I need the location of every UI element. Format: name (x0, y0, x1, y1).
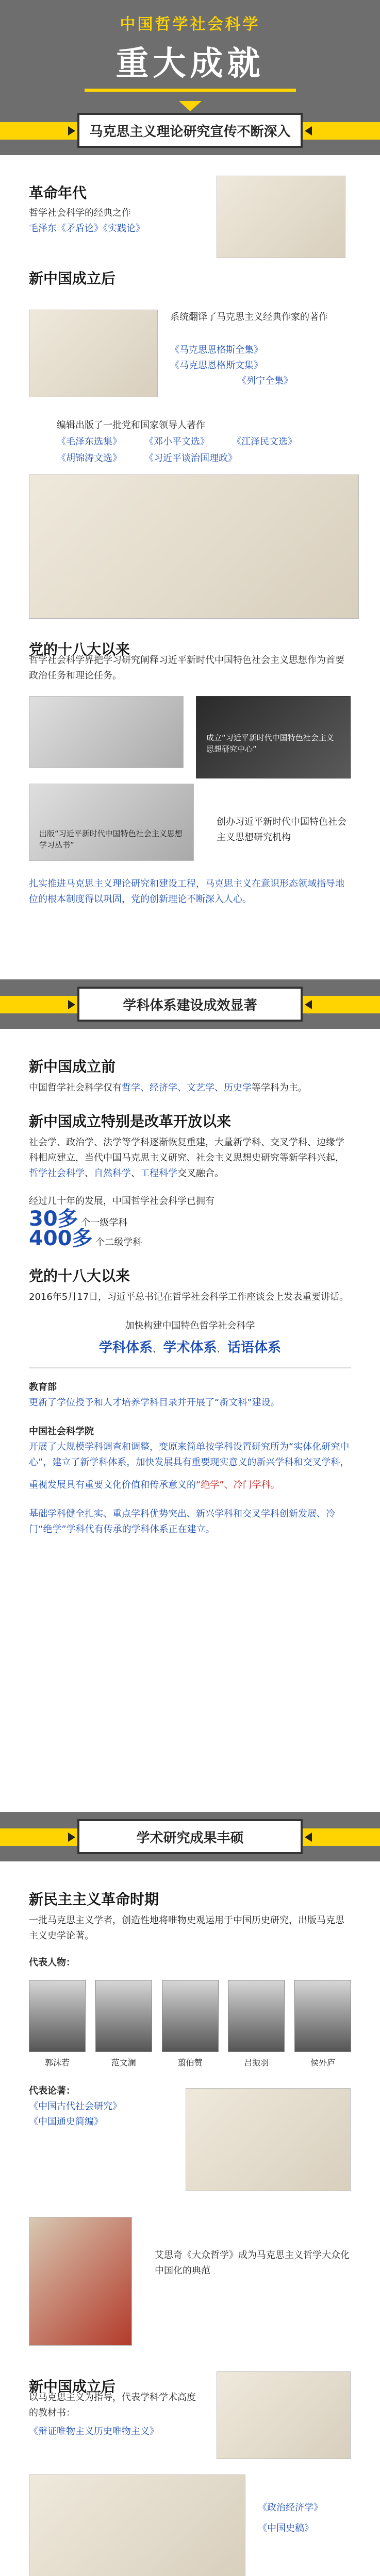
dazhong-cover (29, 2217, 132, 2346)
org-text: 开展了大规模学科调查和调整，变原来简单按学科设置研究所为“实体化研究中心”，建立了新学科体系，加快发展具有重要现实意义的新兴学科和交叉学科， (29, 1442, 350, 1468)
era-title: 革命年代 (29, 185, 87, 201)
header-kicker: 中国哲学社会科学 (120, 15, 260, 33)
stat-line: 400多 个二级学科 (29, 1227, 142, 1250)
dazhong-text: 艾思奇《大众哲学》成为马克思主义哲学大众化中国化的典范 (155, 2250, 350, 2276)
book-photo (29, 474, 359, 619)
era-title: 新中国成立前 (29, 1059, 116, 1075)
book-title: 《江泽民文选》 (232, 436, 297, 447)
portrait: 吕振羽 (228, 1980, 285, 2068)
book-title: 《邓小平文选》 (144, 436, 209, 447)
portrait: 范文澜 (95, 1980, 152, 2068)
work-title: 《中国通史简编》 (29, 2116, 103, 2127)
section-closing: 基础学科健全扎实、重点学科优势突出、新兴学科和交叉学科创新发展、冷门“绝学”学科代有传承的学科体系正在建立。 (29, 1509, 335, 1535)
era-title: 新中国成立后 (29, 2379, 116, 2395)
book-photo (29, 310, 158, 397)
org-title: 中国社会科学院 (29, 1426, 94, 1437)
era-text: 社会学、政治学、法学等学科逐渐恢复重建，大量新学科、交叉学科、边缘学科相应建立，当代中国马克思主义研究、社会主义思想史研究等新学科兴起，哲学社会科学、自然科学、工程科学交叉融合。 (29, 1137, 344, 1179)
era-title: 党的十八大以来 (29, 642, 130, 658)
book-title: 《毛泽东选集》 (57, 436, 122, 447)
section-banner-research (0, 1812, 380, 1861)
era-text: 编辑出版了一批党和国家领导人著作 (57, 420, 205, 431)
header (0, 0, 380, 106)
section-banner-marxism (0, 106, 380, 155)
section-title: 马克思主义理论研究宣传不断深入 (89, 124, 291, 140)
works-label: 代表论著： (29, 2086, 75, 2096)
era-title: 新中国成立特别是改革开放以来 (29, 1114, 232, 1130)
section-closing: 扎实推进马克思主义理论研究和建设工程，马克思主义在意识形态领域指导地位的根本制度得以巩固，党的创新理论不断深入人心。 (29, 878, 344, 905)
work-title: 《中国古代社会研究》 (29, 2101, 122, 2112)
era-title: 党的十八大以来 (29, 1268, 130, 1284)
three-systems: 学科体系、 学术体系、 话语体系 (99, 1340, 281, 1355)
portrait: 侯外庐 (294, 1980, 351, 2068)
book-photo (217, 176, 345, 258)
book-title: 《习近平谈治国理政》 (144, 453, 237, 464)
era-text: 系统翻译了马克思主义经典作家的著作 (170, 312, 328, 323)
org-title: 教育部 (29, 1382, 57, 1393)
book-title: 《马克思恩格斯文集》 (170, 360, 263, 371)
triangle-right-icon (305, 1833, 312, 1842)
portrait-photo (294, 1980, 351, 2052)
photo-caption: 创办习近平新时代中国特色社会主义思想研究机构 (217, 817, 346, 843)
era-text: 哲学社会科学的经典之作 (29, 208, 131, 218)
book-title: 《马克思恩格斯全集》 (170, 345, 263, 355)
photo-caption: 成立“习近平新时代中国特色社会主义思想研究中心” (206, 733, 334, 754)
page-title: 重大成就 (115, 45, 265, 83)
portrait-photo (228, 1980, 285, 2052)
book-title: 《中国史稿》 (258, 2523, 313, 2534)
works-photo (186, 2088, 351, 2191)
book-photo (29, 2475, 245, 2576)
section-title: 学科体系建设成效显著 (123, 997, 257, 1013)
speed-line: 加快构建中国特色哲学社会科学 (125, 1320, 255, 1331)
portrait-photo (95, 1980, 152, 2052)
stat-intro: 经过几十年的发展，中国哲学社会科学已拥有 (29, 1196, 214, 1207)
era-text: 2016年5月17日，习近平总书记在哲学社会科学工作座谈会上发表重要讲话。 (29, 1292, 349, 1302)
office-photo (29, 696, 184, 768)
stat-line: 30多 个一级学科 (29, 1207, 128, 1231)
era-title: 新民主主义革命时期 (29, 1892, 159, 1908)
triangle-left-icon (68, 1000, 75, 1009)
org-text: 重视发展具有重要文化价值和传承意义的“绝学”、冷门学科。 (29, 1480, 280, 1490)
portrait-photo (162, 1980, 219, 2052)
book-title: 《政治经济学》 (258, 2502, 323, 2513)
book-photo (217, 2371, 351, 2459)
portrait: 郭沫若 (29, 1980, 86, 2068)
portrait-photo (29, 1980, 86, 2052)
era-text: 哲学社会科学界把学习研究阐释习近平新时代中国特色社会主义思想作为首要政治任务和理论任务。 (29, 655, 344, 681)
title-rule (85, 89, 296, 92)
reps-label: 代表人物： (29, 1957, 75, 1968)
portrait: 翦伯赞 (162, 1980, 219, 2068)
triangle-right-icon (305, 126, 312, 135)
book-title: 《列宁全集》 (237, 376, 293, 386)
portrait-row (29, 1980, 351, 2068)
era-text: 一批马克思主义学者，创造性地将唯物史观运用于中国历史研究，出版马克思主义史学论著。 (29, 1915, 344, 1941)
triangle-left-icon (68, 1833, 75, 1842)
triangle-left-icon (68, 126, 75, 135)
marxism-panel (0, 155, 380, 979)
org-text: 更新了学位授予和人才培养学科目录并开展了“新文科”建设。 (29, 1397, 280, 1408)
era-text: 毛泽东《矛盾论》《实践论》 (29, 223, 145, 234)
disciplines-panel (0, 1029, 380, 1812)
section-banner-disciplines (0, 979, 380, 1029)
era-text: 中国哲学社会科学仅有哲学、经济学、文艺学、历史学等学科为主。 (29, 1082, 307, 1093)
photo-caption: 出版“习近平新时代中国特色社会主义思想学习丛书” (39, 829, 183, 850)
era-title: 新中国成立后 (29, 271, 116, 287)
book-title: 《胡锦涛文选》 (57, 453, 122, 464)
book-title: 《辩证唯物主义历史唯物主义》 (29, 2426, 159, 2437)
era-text: 以马克思主义为指导，代表学科学术高度的教材书： (29, 2392, 196, 2418)
triangle-right-icon (305, 1000, 312, 1009)
section-title: 学术研究成果丰硕 (136, 1830, 244, 1846)
research-panel (0, 1861, 380, 2576)
